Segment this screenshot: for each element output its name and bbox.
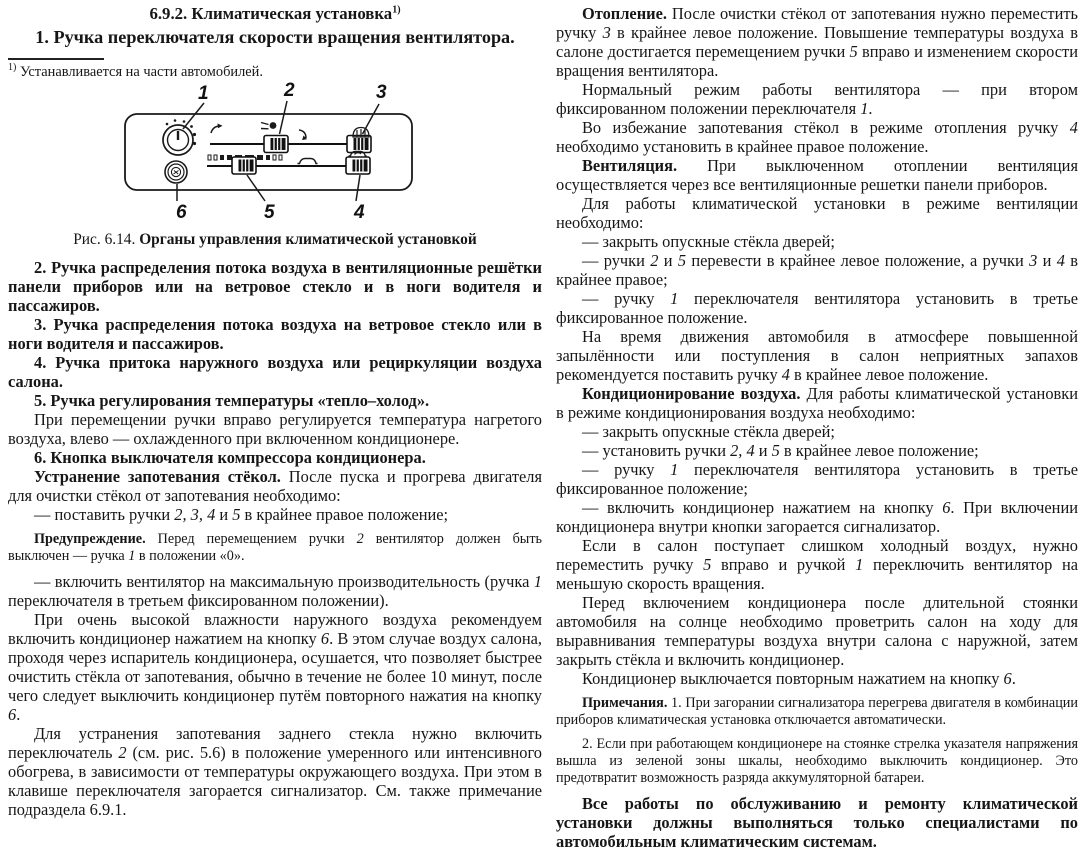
left-column [8,3,542,844]
paragraph: — закрыть опускные стёкла дверей; [582,232,835,251]
paragraph: — ручки 2 и 5 перевести в крайнее левое положение, а ручки 3 и 4 в крайнее правое; [556,251,1078,289]
paragraph: Если в салон поступает слишком холодный воздух, нужно переместить ручку 5 вправо и ручкой 1 переключить вентилятор на меньшую скорость вращения. [556,536,1079,593]
slider-knob-3 [347,136,371,153]
paragraph: — включить вентилятор на максимальную производительность (ручка 1 переключателя в третьем фиксированном положении). [8,572,542,610]
figure-label-5: 5 [264,202,275,223]
figure-label-3: 3 [376,82,387,103]
air-to-face-icon [261,122,276,129]
paragraph: Перед включением кондиционера после длительной стоянки автомобиля на солнце необходимо проветрить салон на ходу для выравнивания температуры воздуха внутри салона с наружной, затем закрыть стёкла и включить кондиционер. [556,593,1078,669]
paragraph: Кондиционирование воздуха. Для работы климатической установки в режиме кондиционирования воздуха необходимо: [556,384,1078,422]
footnote-mark: 1) [8,62,17,74]
paragraph: При перемещении ручки вправо регулируется температура нагретого воздуха, влево — охлажденного при включенном кондиционере. [8,410,542,448]
paragraph: Вентиляция. При выключенном отоплении вентиляция осуществляется через все вентиляционные решетки панели приборов. [556,156,1078,194]
paragraph: — установить ручки 2, 4 и 5 в крайнее левое положение; [582,441,979,460]
paragraph: Предупреждение. Перед перемещением ручки 2 вентилятор должен быть выключен — ручка 1 в положении «0». [8,531,542,564]
figure-caption [8,231,542,249]
climate-control-panel-diagram [104,85,444,217]
paragraph: При очень высокой влажности наружного воздуха рекомендуем включить кондиционер нажатием на кнопку 6. В этом случае воздух салона, проходя через испаритель кондиционера, осушается, что позволяет быстрее очистить стёкла от запотевания, обычно в течение не более 10 минут, после чего следует выключить кондиционер путём повторного нажатия на кнопку 6. [8,610,543,724]
figure-caption-number: Рис. 6.14. [73,231,140,248]
airflow-lever-icon [211,124,223,134]
paragraph: — ручку 1 переключателя вентилятора установить в третье фиксированное положение; [556,460,1078,498]
slider-knob-4 [346,157,370,174]
paragraph: Для работы климатической установки в режиме вентиляции необходимо: [556,194,1078,232]
paragraph: Примечания. 1. При загорании сигнализатора перегрева двигателя в комбинации приборов климатическая установка отключается автоматически. [556,695,1078,728]
footnote-text: Устанавливается на части автомобилей. [16,64,263,80]
paragraph: 2. Если при работающем кондиционере на стоянке стрелка указателя напряжения вышла из зеленой зоны шкалы, необходимо выключить кондиционер. Это предотвратит возможность разряда аккумуляторной батареи. [556,736,1078,786]
ac-compressor-button-icon [165,161,187,183]
footnote-rule [8,58,104,60]
figure-label-4: 4 [354,202,365,223]
paragraph: 4. Ручка притока наружного воздуха или рециркуляции воздуха салона. [8,353,542,391]
paragraph: Кондиционер выключается повторным нажатием на кнопку 6. [582,669,1016,688]
right-column-text [556,4,1078,851]
paragraph: Устранение запотевания стёкол. После пуска и прогрева двигателя для очистки стёкол от запотевания необходимо: [8,467,543,505]
figure-label-6: 6 [176,202,187,223]
paragraph: 6. Кнопка выключателя компрессора кондиционера. [34,448,426,467]
right-column [556,3,1079,851]
slider-knob-2 [264,136,288,153]
figure-label-2: 2 [284,80,295,101]
figure-label-1: 1 [198,83,209,104]
paragraph: Во избежание запотевания стёкол в режиме отопления ручку 4 необходимо установить в крайнее правое положение. [556,118,1078,156]
fresh-air-car-icon [298,159,318,164]
section-title-footnote-mark: 1) [392,4,401,16]
paragraph: Отопление. После очистки стёкол от запотевания нужно переместить ручку 3 в крайнее левое положение. Повышение температуры воздуха в салоне достигается перемещением ручки 5 вправо и изменением скорости вращения вентилятора. [556,4,1079,80]
paragraph: Нормальный режим работы вентилятора — при втором фиксированном положении переключателя 1. [556,80,1078,118]
section-title [8,4,542,24]
section-title-text: 6.9.2. Климатическая установка [149,4,393,23]
paragraph: На время движения автомобиля в атмосфере повышенной запылённости или поступления в салон неприятных запахов рекомендуется поставить ручку 4 в крайнее левое положение. [556,327,1078,384]
paragraph: 3. Ручка распределения потока воздуха на ветровое стекло или в ноги водителя и пассажиров. [8,315,542,353]
paragraph: 2. Ручка распределения потока воздуха в вентиляционные решётки панели приборов или на ветровое стекло и в ноги водителя и пассажиров. [8,258,542,315]
paragraph: 5. Ручка регулирования температуры «тепло–холод». [34,391,430,410]
figure-6-14 [8,80,528,229]
figure-caption-title: Органы управления климатической установкой [139,231,477,248]
fan-speed-knob-icon [163,119,196,155]
slider-knob-5 [232,157,256,174]
left-column-text [8,258,542,819]
footnote [8,64,542,81]
air-to-feet-icon [299,130,307,140]
paragraph: Для устранения запотевания заднего стекла нужно включить переключатель 2 (см. рис. 5.6) в положение умеренного или интенсивного обогрева, в зависимости от температуры окружающего воздуха. При этом в клавише переключателя загорается сигнализатор. См. также примечание подраздела 6.9.1. [8,724,542,819]
paragraph: — ручку 1 переключателя вентилятора установить в третье фиксированное положение. [556,289,1078,327]
paragraph: — закрыть опускные стёкла дверей; [582,422,835,441]
item-1-heading: 1. Ручка переключателя скорости вращения вентилятора. [35,27,515,47]
paragraph: — включить кондиционер нажатием на кнопку 6. При включении кондиционера внутри кнопки загорается сигнализатор. [556,498,1078,536]
paragraph: Все работы по обслуживанию и ремонту климатической установки должны выполняться только специалистами по автомобильным климатическим системам. [556,794,1078,851]
paragraph: — поставить ручки 2, 3, 4 и 5 в крайнее правое положение; [34,505,449,524]
